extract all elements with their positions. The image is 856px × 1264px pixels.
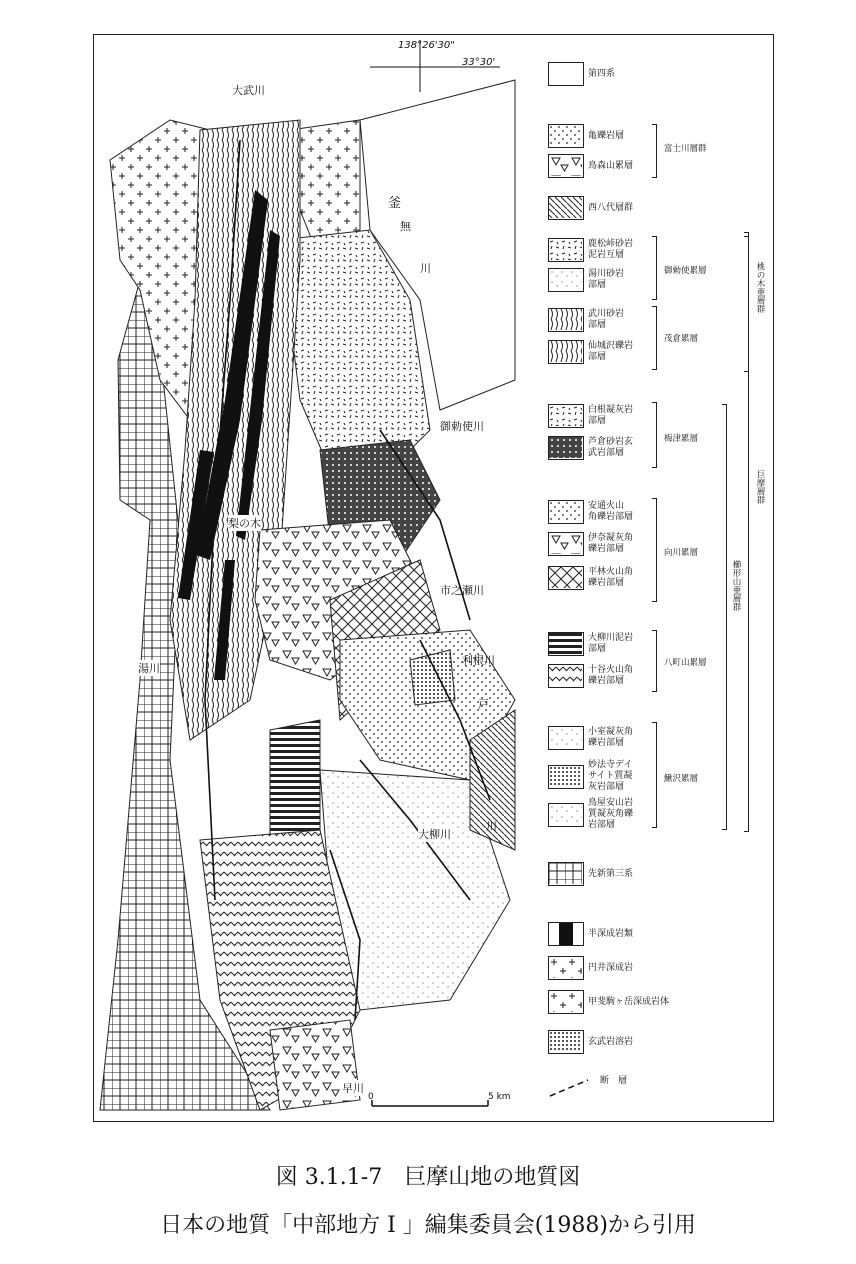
legend-item [548,990,669,1014]
map-label-kawa: 川 [420,262,431,275]
brace-mukaigawa [652,498,657,602]
group-tsukigata: 櫛形山亜層群 [731,560,741,611]
legend-swatch [548,862,584,886]
brace-koma [744,236,749,832]
legend-label: 小室凝灰角 礫岩部層 [588,727,634,748]
legend-swatch [548,154,584,178]
legend-swatch [548,922,584,946]
legend-item [548,238,633,262]
map-label-haya-river: 早川 [342,1082,364,1095]
legend-item [548,798,633,831]
map-label-kunoki: 梨の木 [228,517,261,530]
map-label-nagawa: 湯川 [138,662,160,675]
map-label-to: 戸 [478,698,489,711]
latitude-label: 33°30' [462,57,496,68]
legend-item [548,154,633,178]
legend-swatch [548,404,584,428]
brace-fujikawa [652,124,657,178]
brace-shigekura [652,306,657,370]
legend-item [548,308,624,332]
legend-swatch [548,196,584,220]
scale-five-km: 5 km [488,1092,511,1102]
legend-label: 十谷火山角 礫岩部層 [588,665,634,686]
legend-item [548,532,633,556]
legend-label: 西八代層群 [588,202,634,213]
legend-swatch [548,726,584,750]
legend-label: 断 層 [600,1076,628,1086]
legend-label: 芦倉砂岩玄 武岩部層 [588,437,634,458]
legend-label: 大柳川泥岩 部層 [588,633,634,654]
map-label-ichinose-river: 市之瀬川 [440,584,484,597]
legend-item [548,500,633,524]
legend-label: 妙法寺デイ サイト質凝 灰岩部層 [588,760,633,792]
legend-item [548,760,632,793]
group-fujikawa: 富士川層群 [664,144,707,154]
legend-item [548,196,633,220]
legend-swatch [548,532,584,556]
legend-label: 亀礫岩層 [588,130,625,141]
legend-swatch [548,803,584,827]
legend-item [548,956,633,980]
legend-item [548,566,633,590]
legend-item [548,340,633,364]
legend-swatch [548,62,584,86]
legend-item [548,62,615,86]
scale-bar [372,1100,488,1106]
legend-item [548,124,624,148]
legend-label: 仙城沢礫岩 部層 [588,341,634,362]
legend-item [548,664,633,688]
legend-label: 先新第三系 [588,868,634,879]
legend-swatch [548,436,584,460]
legend-swatch [548,340,584,364]
legend-swatch [548,500,584,524]
legend-label: 安通火山 角礫岩部層 [588,501,634,522]
legend-label: 鹿松峠砂岩 泥岩互層 [588,239,634,260]
map-label-nashi: 無 [400,220,411,233]
figure-title: 図 3.1.1-7 巨摩山地の地質図 [275,1165,581,1190]
legend-label: 玄武岩溶岩 [588,1036,634,1047]
legend-swatch [548,664,584,688]
legend-label: 第四系 [588,68,616,79]
legend-label: 武川砂岩 部層 [588,309,625,330]
map-label-kawa2: 川 [486,820,497,833]
legend-item [548,436,633,460]
scale-zero: 0 [368,1092,374,1102]
legend-swatch [548,124,584,148]
legend-item [548,268,624,292]
group-hachichoyama: 八町山累層 [664,658,707,668]
group-mukaigawa: 向川累層 [664,548,699,558]
legend-label: 半深成岩類 [588,928,634,939]
legend-label: 甲斐駒ヶ岳深成岩体 [588,996,670,1007]
brace-tsukigata [722,404,727,830]
legend-swatch [548,765,584,789]
legend-swatch [548,956,584,980]
legend-item [548,404,633,428]
group-midaibo: 御勅使累層 [664,266,707,276]
figure-source: 日本の地質「中部地方 I 」編集委員会(1988)から引用 [160,1213,696,1238]
legend-swatch [548,566,584,590]
group-koma: 巨摩層群 [755,470,765,504]
legend-swatch [548,268,584,292]
group-umezu: 梅津累層 [664,434,699,444]
brace-umezu [652,402,657,468]
map-label-kama: 釜 [388,196,402,211]
legend-swatch [548,632,584,656]
legend-label: 鳥屋安山岩 質凝灰角礫 岩部層 [588,798,634,830]
legend-item [548,1076,627,1087]
group-kunoki: 桃の木亜層群 [755,262,765,313]
legend-item [548,726,633,750]
legend-item [548,1030,633,1054]
map-label-midaibo-river: 御勅使川 [440,420,484,433]
legend-label: 円井深成岩 [588,962,634,973]
legend-item [548,632,633,656]
legend-label: 平林火山角 礫岩部層 [588,567,634,588]
legend-label: 伊奈凝灰角 礫岩部層 [588,533,634,554]
legend-swatch [548,238,584,262]
legend-swatch [548,990,584,1014]
group-shigekura: 茂倉累層 [664,334,699,344]
longitude-label: 138°26'30" [398,40,455,51]
map-label-tonegawa: 利根川 [462,654,495,667]
legend-label: 鳥森山累層 [588,160,634,171]
region-torimoriyama [270,1020,360,1110]
legend-label: 白根凝灰岩 部層 [588,405,634,426]
legend-swatch [548,308,584,332]
legend-item [548,922,633,946]
legend-label: 湯川砂岩 部層 [588,269,625,290]
brace-hachichoyama [652,630,657,692]
map-label-oyanagi-river: 大柳川 [418,828,451,841]
map-label-omu-river: 大武川 [232,84,265,97]
group-nokizawa: 鰍沢累層 [664,774,699,784]
brace-midaibo [652,236,657,300]
region-oyanagi [270,720,320,840]
brace-nokizawa [652,722,657,828]
legend-swatch [548,1030,584,1054]
legend-item [548,862,633,886]
